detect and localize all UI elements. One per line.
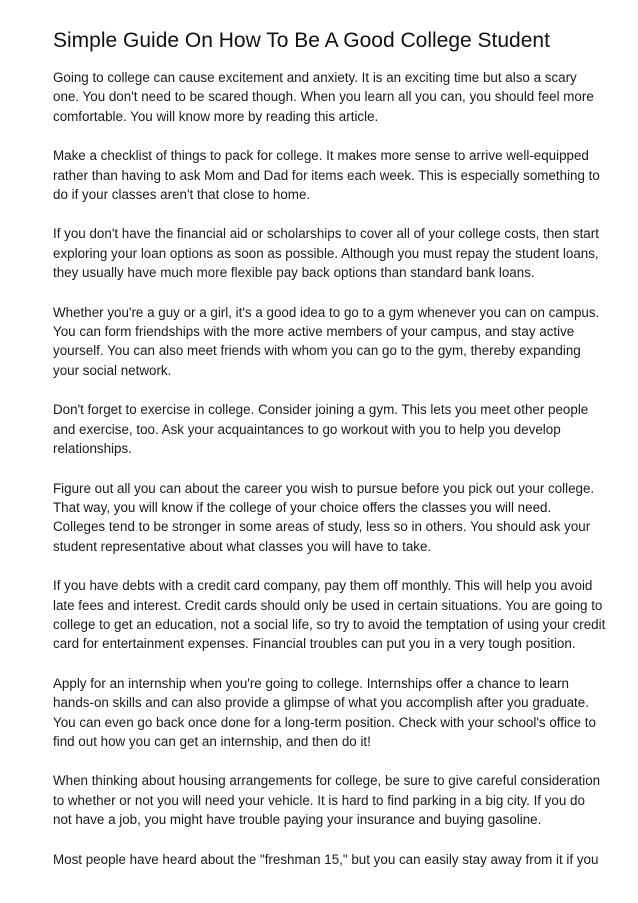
paragraph	[53, 771, 601, 829]
paragraph	[53, 850, 599, 869]
text-line: do if your classes aren't that close to home.	[53, 187, 311, 203]
document-title: Simple Guide On How To Be A Good College Student	[53, 29, 550, 52]
text-line: they usually have much more flexible pay back options than standard bank loans.	[53, 265, 535, 281]
paragraph	[53, 479, 593, 557]
text-line: and exercise, too. Ask your acquaintances to go workout with you to help you develop	[53, 421, 561, 437]
text-line: If you have debts with a credit card company, pay them off monthly. This will help you avoid	[53, 578, 593, 594]
paragraph	[53, 303, 600, 381]
text-line: comfortable. You will know more by reading this article.	[53, 108, 379, 124]
text-line: find out how you can get an internship, and then do it!	[53, 733, 371, 749]
paragraph	[53, 400, 593, 458]
text-line: to whether or not you will need your vehicle. It is hard to find parking in a big city. If you do	[53, 792, 585, 808]
text-line: your social network.	[53, 362, 172, 378]
text-line: Apply for an internship when you're going to college. Internships offer a chance to learn	[53, 675, 569, 691]
paragraph	[53, 146, 600, 204]
text-line: You can form friendships with the more active members of your campus, and stay active	[53, 324, 575, 340]
text-line: yourself. You can also meet friends with whom you can go to the gym, thereby expanding	[53, 343, 581, 359]
text-line: student representative about what classes you will have to take.	[53, 538, 432, 554]
paragraph	[53, 68, 593, 126]
text-line: When thinking about housing arrangements for college, be sure to give careful consideration	[53, 773, 601, 789]
text-line: exploring your loan options as soon as possible. Although you must repay the student loans,	[53, 245, 599, 261]
text-line: Figure out all you can about the career you wish to pursue before you pick out your college.	[53, 480, 595, 496]
text-line: late fees and interest. Credit cards should only be used in certain situations. You are going to	[53, 597, 603, 613]
text-line: relationships.	[53, 441, 132, 457]
text-line: Going to college can cause excitement and anxiety. It is an exciting time but also a scary	[53, 70, 577, 85]
text-line: Colleges tend to be stronger in some areas of study, less so in others. You should ask your	[53, 519, 591, 535]
paragraph	[53, 674, 596, 752]
text-line: Most people have heard about the "freshman 15," but you can easily stay away from it if you	[53, 851, 599, 867]
text-line: That way, you will know if the college of your choice offers the classes you will need.	[53, 499, 552, 515]
paragraph	[53, 224, 599, 282]
text-line: card for entertainment expenses. Financial troubles can put you in a very tough position.	[53, 636, 576, 652]
text-line: Don't forget to exercise in college. Consider joining a gym. This lets you meet other people	[53, 402, 589, 418]
text-line: hands-on skills and can also provide a glimpse of what you accomplish after you graduate.	[53, 695, 589, 711]
text-line: Whether you're a guy or a girl, it's a good idea to go to a gym whenever you can on campus.	[53, 304, 600, 320]
text-line: Make a checklist of things to pack for college. It makes more sense to arrive well-equipped	[53, 148, 589, 164]
text-line: If you don't have the financial aid or scholarships to cover all of your college costs, then start	[53, 226, 599, 242]
paragraph	[53, 576, 606, 654]
text-line: one. You don't need to be scared though. When you learn all you can, you should feel more	[53, 89, 594, 105]
text-line: college to get an education, not a social life, so try to avoid the temptation of using your credit	[53, 616, 606, 632]
text-line: You can even go back once done for a long-term position. Check with your school's office to	[53, 714, 596, 730]
text-line: rather than having to ask Mom and Dad for items each week. This is especially something to	[53, 167, 600, 183]
document-body	[53, 68, 606, 889]
text-line: not have a job, you might have trouble paying your insurance and buying gasoline.	[53, 812, 542, 828]
